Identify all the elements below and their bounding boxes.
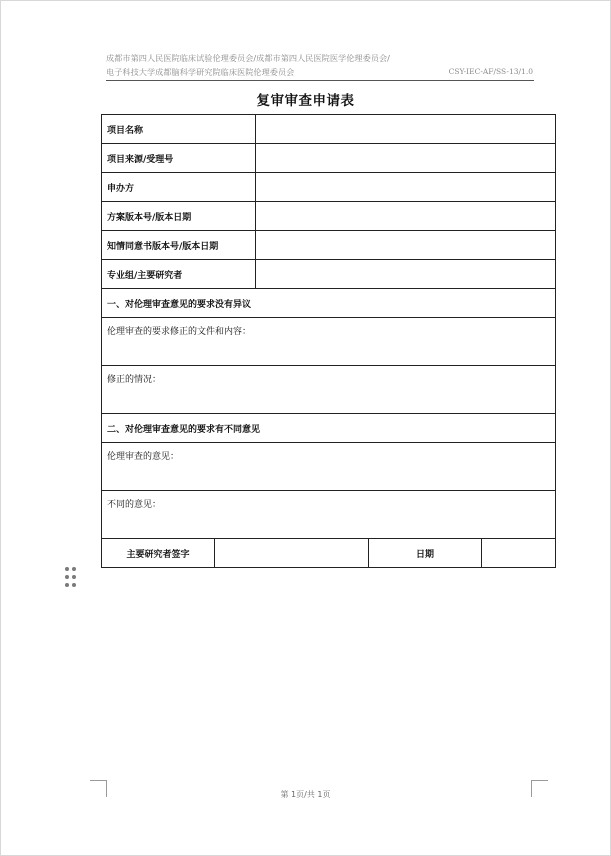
specialty-pi-label: 专业组/主要研究者 [102,260,256,289]
section1-status-field[interactable]: 修正的情况： [102,366,556,414]
section2-different-field[interactable]: 不同的意见： [102,491,556,539]
specialty-pi-value[interactable] [256,260,556,289]
row-sponsor [102,173,556,202]
protocol-version-value[interactable] [256,202,556,231]
date-label: 日期 [369,539,482,568]
icf-version-value[interactable] [256,231,556,260]
section2-opinion-field[interactable]: 伦理审查的意见： [102,443,556,491]
date-value[interactable] [482,539,556,568]
drag-handle-icon[interactable] [64,566,78,588]
review-form-table [101,114,556,568]
row-icf-version [102,231,556,260]
section2-header-row [102,414,556,443]
page-header [106,50,534,81]
project-source-label: 项目来源/受理号 [102,144,256,173]
page-number-footer: 第 1页/共 1页 [280,790,331,799]
section1-title: 一、对伦理审查意见的要求没有异议 [102,289,556,318]
row-project-source [102,144,556,173]
section2-title: 二、对伦理审查意见的要求有不同意见 [102,414,556,443]
section2-different-row [102,491,556,539]
section1-docs-field[interactable]: 伦理审查的要求修正的文件和内容： [102,318,556,366]
icf-version-label: 知情同意书版本号/版本日期 [102,231,256,260]
section1-status-row [102,366,556,414]
project-name-label: 项目名称 [102,115,256,144]
form-title: 复审审查申请表 [256,93,355,109]
pi-sign-label: 主要研究者签字 [102,539,215,568]
project-name-value[interactable] [256,115,556,144]
sponsor-value[interactable] [256,173,556,202]
row-specialty-pi [102,260,556,289]
signature-row [102,539,556,568]
pi-sign-value[interactable] [215,539,369,568]
protocol-version-label: 方案版本号/版本日期 [102,202,256,231]
project-source-value[interactable] [256,144,556,173]
row-project-name [102,115,556,144]
sponsor-label: 申办方 [102,173,256,202]
header-committee-line-2: 电子科技大学成都脑科学研究院临床医院伦理委员会 [106,67,295,77]
section1-docs-row [102,318,556,366]
section2-opinion-row [102,443,556,491]
header-document-code: CSY-IEC-AF/SS-13/1.0 [448,67,533,76]
header-committee-line-1: 成都市第四人民医院临床试验伦理委员会/成都市第四人民医院医学伦理委员会/ [106,53,390,63]
section1-header-row [102,289,556,318]
row-protocol-version [102,202,556,231]
